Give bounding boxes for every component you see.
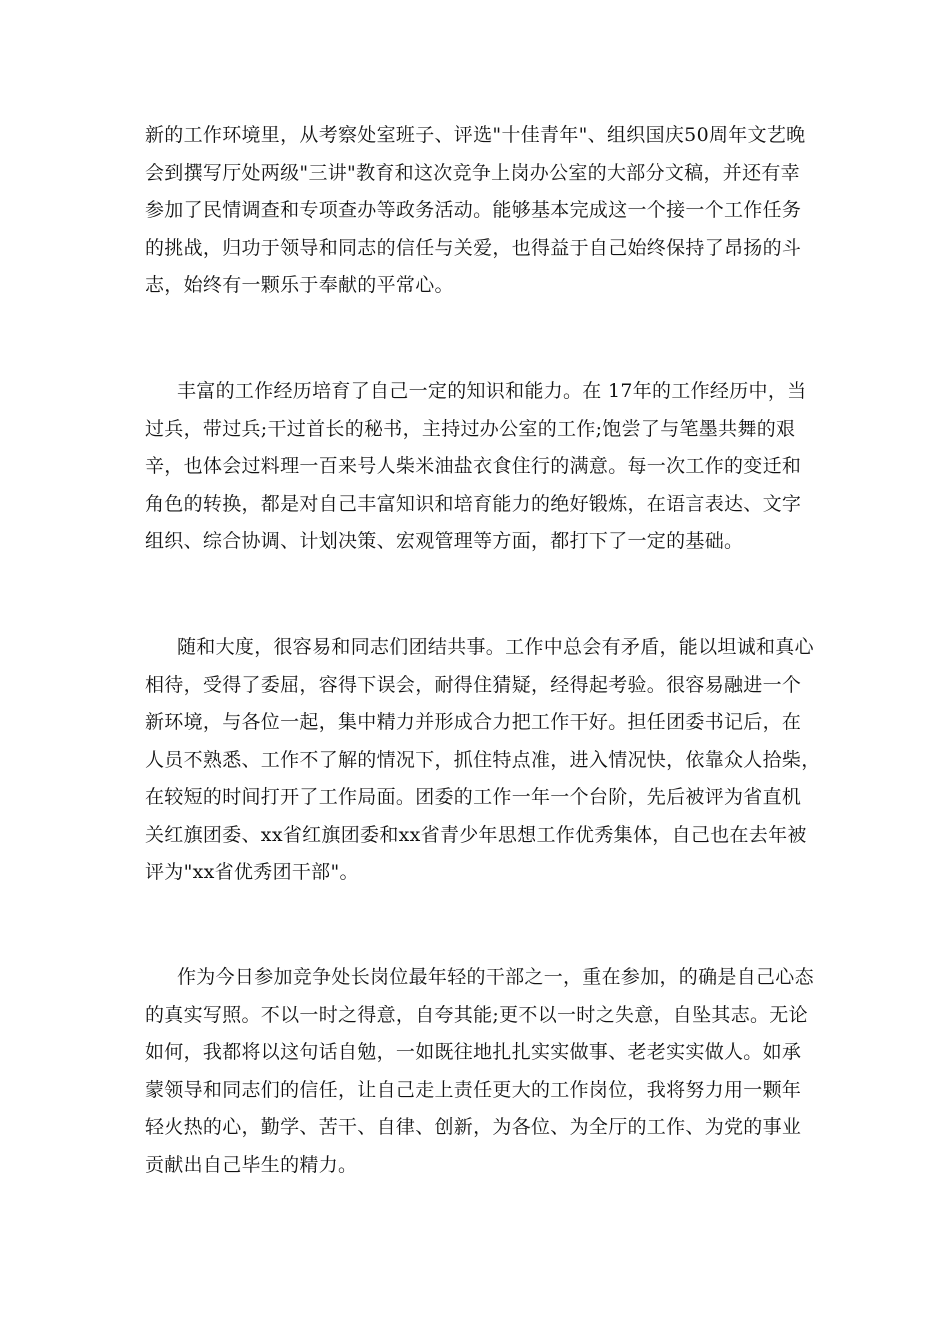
paragraph-2 [145,373,805,561]
paragraph-4 [145,959,814,1184]
paragraph-line: 的挑战，归功于领导和同志的信任与关爱，也得益于自己始终保持了昂扬的斗 [145,236,802,259]
paragraph-line: 人员不熟悉、工作不了解的情况下，抓住特点准，进入情况快，依靠众人拾柴， [145,748,821,771]
paragraph-line: 过兵，带过兵;干过首长的秘书，主持过办公室的工作;饱尝了与笔墨共舞的艰 [145,417,796,440]
paragraph-line: 贡献出自己毕生的精力。 [145,1153,358,1176]
paragraph-line: 的真实写照。不以一时之得意，自夸其能;更不以一时之失意，自坠其志。无论 [145,1003,808,1026]
paragraph-line: 志，始终有一颗乐于奉献的平常心。 [145,274,454,296]
paragraph-line: 关红旗团委、xx省红旗团委和xx省青少年思想工作优秀集体，自己也在去年被 [145,823,807,846]
paragraph-line: 在较短的时间打开了工作局面。团委的工作一年一个台阶，先后被评为省直机 [145,786,802,808]
paragraph-3 [145,629,821,892]
paragraph-line: 新的工作环境里，从考察处室班子、评选"十佳青年"、组织国庆50周年文艺晚 [145,124,806,146]
paragraph-line: 相待，受得了委屈，容得下误会，耐得住猜疑，经得起考验。很容易融进一个 [145,673,802,696]
paragraph-line: 参加了民情调查和专项查办等政务活动。能够基本完成这一个接一个工作任务 [145,199,802,221]
paragraph-line: 随和大度，很容易和同志们团结共事。工作中总会有矛盾，能以坦诚和真心 [177,636,814,658]
paragraph-line: 角色的转换，都是对自己丰富知识和培育能力的绝好锻炼，在语言表达、文字 [145,492,802,515]
paragraph-line: 辛，也体会过料理一百来号人柴米油盐衣食住行的满意。每一次工作的变迁和 [145,455,802,477]
paragraph-line: 作为今日参加竞争处长岗位最年轻的干部之一，重在参加，的确是自己心态 [177,966,814,988]
paragraph-line: 组织、综合协调、计划决策、宏观管理等方面，都打下了一定的基础。 [145,530,744,552]
paragraph-line: 如何，我都将以这句话自勉，一如既往地扎扎实实做事、老老实实做人。如承 [145,1041,802,1063]
paragraph-line: 评为"xx省优秀团干部"。 [145,861,359,883]
paragraph-1 [145,117,805,305]
paragraph-line: 蒙领导和同志们的信任，让自己走上责任更大的工作岗位，我将努力用一颗年 [145,1078,802,1101]
paragraph-line: 轻火热的心，勤学、苦干、自律、创新，为各位、为全厅的工作、为党的事业 [145,1116,802,1138]
paragraph-line: 丰富的工作经历培育了自己一定的知识和能力。在 17年的工作经历中，当 [177,380,807,402]
paragraph-line: 会到撰写厅处两级"三讲"教育和这次竞争上岗办公室的大部分文稿，并还有幸 [145,161,800,184]
paragraph-line: 新环境，与各位一起，集中精力并形成合力把工作干好。担任团委书记后，在 [145,711,802,733]
